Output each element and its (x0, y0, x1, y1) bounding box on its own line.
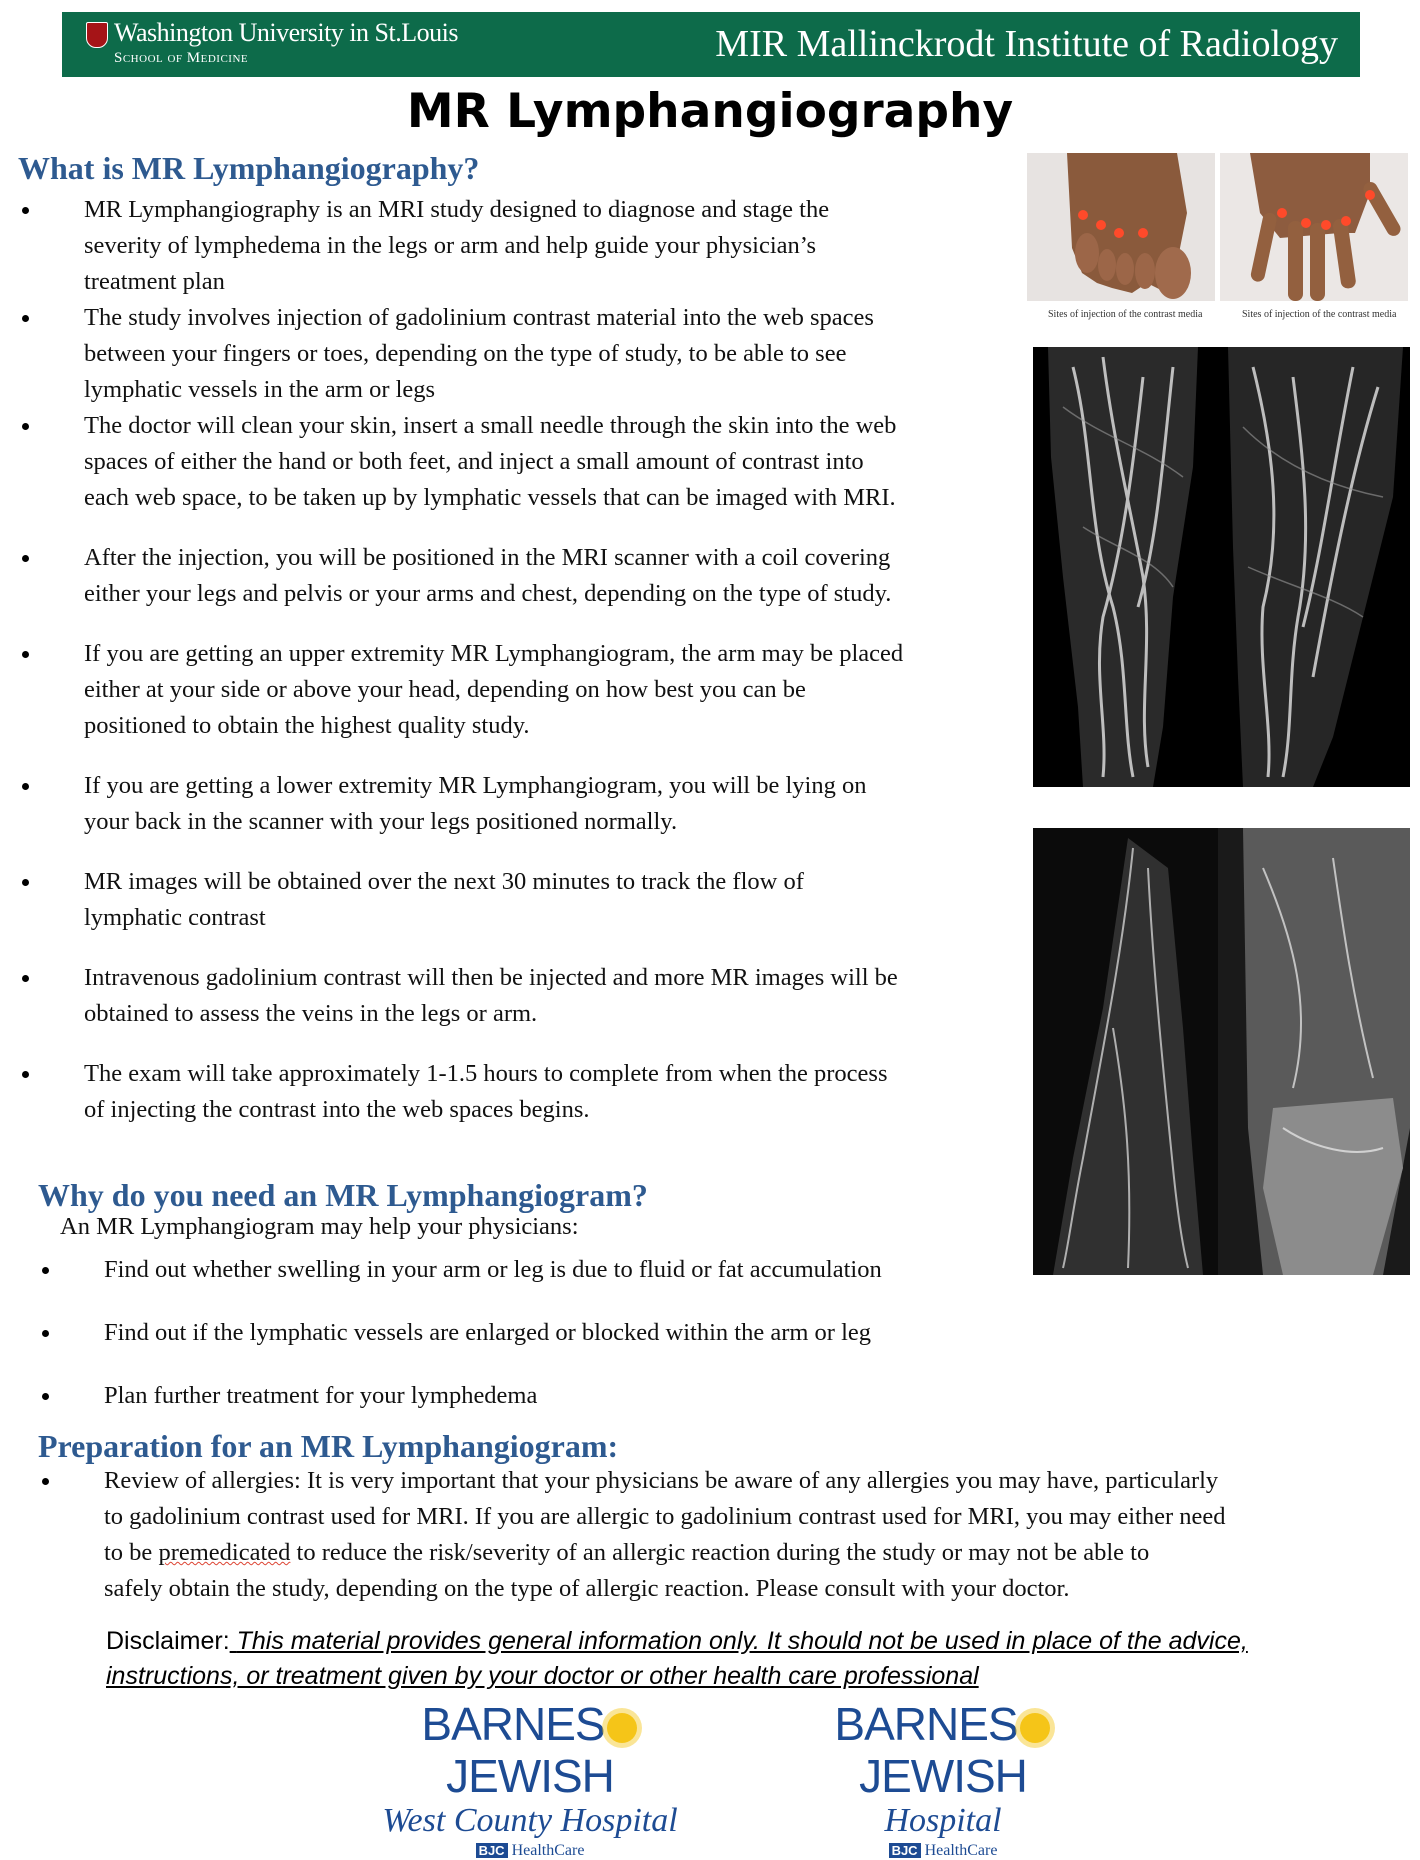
bullet-icon (22, 207, 29, 214)
university-crest-icon (86, 22, 108, 48)
university-name: Washington University in St.Louis (114, 18, 458, 47)
section-heading-why: Why do you need an MR Lymphangiogram? (38, 1177, 648, 1213)
prep-list (104, 1463, 1394, 1607)
bullet-icon (22, 315, 29, 322)
sun-icon (607, 1713, 637, 1743)
bullet-icon (22, 975, 29, 982)
list-item: Find out whether swelling in your arm or leg is due to fluid or fat accumulation (104, 1252, 1054, 1288)
bullet-icon (22, 783, 29, 790)
section-heading-prep: Preparation for an MR Lymphangiogram: (38, 1428, 619, 1464)
page-title: MR Lymphangiography (406, 84, 1014, 139)
bullet-icon (22, 423, 29, 430)
logo-barnes-jewish: BARNESJEWISH Hospital BJC HealthCare (778, 1698, 1108, 1860)
list-item: Review of allergies: It is very important that your physicians be aware of any allergies you may have, particularly to gadolinium contrast used for MRI. If you are allergic to gadolinium contrast used for MRI, you may either need to be premedicated to reduce the risk/severity of an allergic reaction during the study or may not be able to safely obtain the study, depending on the type of allergic reaction. Please consult with your doctor. (104, 1463, 1394, 1607)
list-item: Plan further treatment for your lymphedema (104, 1378, 1054, 1414)
foot-photo (1027, 153, 1215, 301)
institute-name: MIR Mallinckrodt Institute of Radiology (715, 23, 1338, 65)
mri-arm-image (1033, 828, 1410, 1275)
bullet-icon (42, 1478, 49, 1485)
bullet-icon (42, 1393, 49, 1400)
bullet-icon (42, 1267, 49, 1274)
why-intro: An MR Lymphangiogram may help your physicians: (60, 1213, 579, 1240)
disclaimer-label: Disclaimer (106, 1627, 223, 1655)
what-list (84, 192, 1024, 1128)
section-heading-what: What is MR Lymphangiography? (18, 150, 480, 186)
bullet-icon (22, 555, 29, 562)
list-item: MR Lymphangiography is an MRI study designed to diagnose and stage the severity of lymphedema in the legs or arm and help guide your physician’s treatment plan (84, 192, 1024, 300)
disclaimer-text: This material provides general information only. It should not be used in place of the advice, instructions, or treatment given by your doctor or other health care professional (106, 1627, 1248, 1690)
bullet-icon (22, 1071, 29, 1078)
list-item: Find out if the lymphatic vessels are enlarged or blocked within the arm or leg (104, 1315, 1054, 1351)
hand-caption: Sites of injection of the contrast media (1242, 309, 1397, 320)
hand-photo (1220, 153, 1408, 301)
disclaimer: Disclaimer: This material provides general information only. It should not be used in place of the advice, instructions, or treatment given by your doctor or other health care professional (106, 1627, 1248, 1690)
foot-caption: Sites of injection of the contrast media (1048, 309, 1203, 320)
sun-icon (1020, 1713, 1050, 1743)
list-item: After the injection, you will be positioned in the MRI scanner with a coil covering either your legs and pelvis or your arms and chest, depending on the type of study. (84, 540, 1024, 612)
header-banner (62, 12, 1360, 77)
spelling-flag: premedicated (158, 1539, 291, 1566)
bullet-icon (42, 1330, 49, 1337)
logo-west-county: BARNESJEWISH West County Hospital BJC HealthCare (382, 1698, 678, 1859)
list-item: The study involves injection of gadolinium contrast material into the web spaces between your fingers or toes, depending on the type of study, to be able to see lymphatic vessels in the arm or legs (84, 300, 1024, 408)
list-item: Intravenous gadolinium contrast will then be injected and more MR images will be obtained to assess the veins in the legs or arm. (84, 960, 1024, 1032)
bullet-icon (22, 651, 29, 658)
list-item: The doctor will clean your skin, insert a small needle through the skin into the web spaces of either the hand or both feet, and inject a small amount of contrast into each web space, to be taken up by lymphatic vessels that can be imaged with MRI. (84, 408, 1024, 516)
list-item: The exam will take approximately 1-1.5 hours to complete from when the process of injecting the contrast into the web spaces begins. (84, 1056, 1024, 1128)
list-item: MR images will be obtained over the next 30 minutes to track the flow of lymphatic contrast (84, 864, 1024, 936)
why-list (104, 1252, 1054, 1414)
list-item: If you are getting a lower extremity MR Lymphangiogram, you will be lying on your back in the scanner with your legs positioned normally. (84, 768, 1024, 840)
bullet-icon (22, 879, 29, 886)
mri-legs-image (1033, 347, 1410, 787)
list-item: If you are getting an upper extremity MR Lymphangiogram, the arm may be placed either at your side or above your head, depending on how best you can be positioned to obtain the highest quality study. (84, 636, 1024, 744)
school-name: School of Medicine (114, 50, 249, 66)
